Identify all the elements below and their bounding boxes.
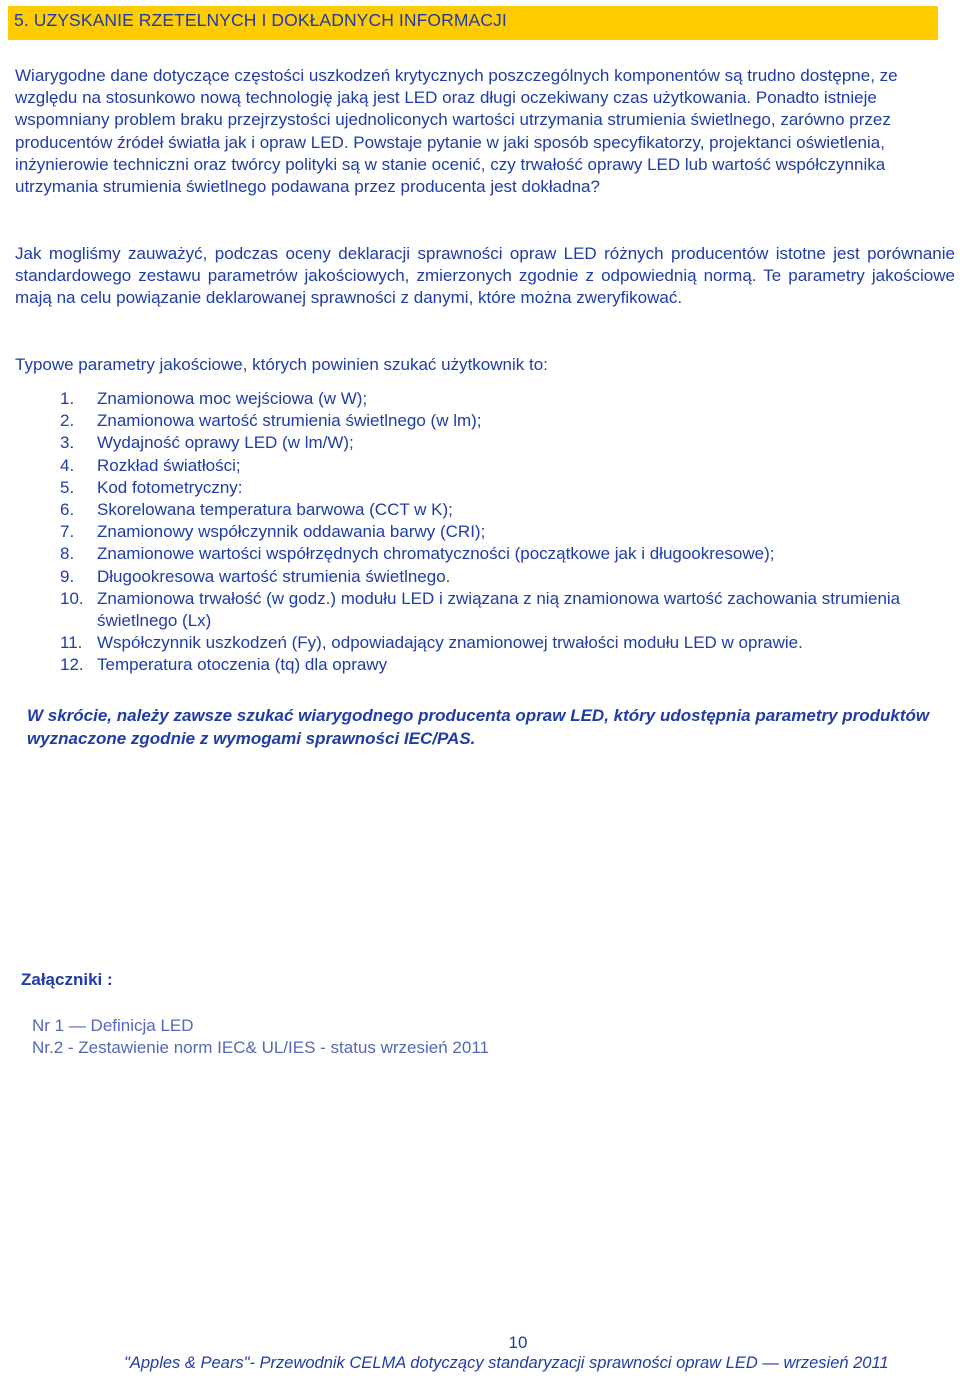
list-item — [60, 499, 940, 521]
attachment-item: Nr.2 - Zestawienie norm IEC& UL/IES - status wrzesień 2011 — [32, 1038, 489, 1058]
list-item-number: 8. — [60, 544, 75, 564]
list-item — [60, 455, 940, 477]
list-item-text: Znamionowy współczynnik oddawania barwy (CRI); — [97, 522, 486, 542]
page-number: 10 — [508, 1333, 528, 1352]
paragraph-comparison: Jak mogliśmy zauważyć, podczas oceny deklaracji sprawności opraw LED różnych producentów istotne jest porównanie standardowego zestawu parametrów jakościowych, zmierzonych zgodnie z odpowiednią normą. Te parametry jakościowe mają na celu powiązanie deklarowanej sprawności z danymi, które można zweryfikować. — [15, 244, 955, 308]
section-title: 5. UZYSKANIE RZETELNYCH I DOKŁADNYCH INFORMACJI — [14, 10, 507, 30]
list-item — [60, 588, 940, 632]
list-item-text: Znamionowe wartości współrzędnych chromatyczności (początkowe jak i długookresowe); — [97, 544, 775, 564]
attachments-heading: Załączniki : — [21, 970, 113, 989]
list-item-text: Skorelowana temperatura barwowa (CCT w K); — [97, 500, 453, 520]
list-item-text: Wydajność oprawy LED (w lm/W); — [97, 433, 354, 453]
list-item-number: 11. — [60, 633, 83, 653]
list-item-number: 2. — [60, 411, 75, 431]
list-item-number: 5. — [60, 477, 75, 497]
list-item — [60, 632, 940, 654]
list-item-number: 7. — [60, 522, 75, 542]
list-item — [60, 432, 940, 454]
list-item-text: Długookresowa wartość strumienia świetlnego. — [97, 566, 451, 586]
list-item-number: 4. — [60, 455, 75, 475]
list-item-text: Znamionowa trwałość (w godz.) modułu LED i związana z nią znamionowa wartość zachowania strumienia świetlnego (Lx) — [97, 588, 901, 631]
list-item-text: Współczynnik uszkodzeń (Fy), odpowiadający znamionowej trwałości modułu LED w oprawie. — [97, 633, 803, 653]
attachment-item: Nr 1 — Definicja LED — [32, 1016, 194, 1035]
list-item — [60, 521, 940, 543]
list-item-text: Znamionowa wartość strumienia świetlnego (w lm); — [97, 411, 482, 431]
page-footer: "Apples & Pears"- Przewodnik CELMA dotyczący standaryzacji sprawności opraw LED — wrzesień 2011 — [124, 1354, 889, 1372]
list-item-number: 3. — [60, 433, 75, 453]
list-item — [60, 388, 940, 410]
list-item-number: 10. — [60, 588, 84, 608]
list-item — [60, 477, 940, 499]
summary-note: W skrócie, należy zawsze szukać wiarygodnego producenta opraw LED, który udostępnia parametry produktów wyznaczone zgodnie z wymogami sprawności IEC/PAS. — [27, 706, 930, 748]
paragraph-list-intro: Typowe parametry jakościowe, których powinien szukać użytkownik to: — [15, 355, 548, 374]
list-item-number: 9. — [60, 566, 75, 586]
list-item-number: 1. — [60, 389, 75, 408]
parameter-list — [60, 388, 940, 677]
list-item — [60, 566, 940, 588]
list-item — [60, 410, 940, 432]
list-item — [60, 654, 940, 676]
list-item-text: Rozkład światłości; — [97, 455, 241, 475]
list-item-number: 12. — [60, 655, 84, 675]
attachments-list — [32, 1015, 489, 1059]
list-item-text: Kod fotometryczny: — [97, 477, 243, 497]
list-item-text: Znamionowa moc wejściowa (w W); — [97, 389, 368, 408]
list-item — [60, 543, 940, 565]
list-item-text: Temperatura otoczenia (tq) dla oprawy — [97, 655, 388, 675]
list-item-number: 6. — [60, 500, 75, 520]
paragraph-reliability: Wiarygodne dane dotyczące częstości uszkodzeń krytycznych poszczególnych komponentów są trudno dostępne, ze względu na stosunkowo nową technologię jaką jest LED oraz długi oczekiwany czas użytkowania. Ponadto istnieje wspomniany problem braku przejrzystości ujednoliconych wartości utrzymania strumienia świetlnego, zarówno przez producentów źródeł światła jak i opraw LED. Powstaje pytanie w jaki sposób specyfikatorzy, projektanci oświetlenia, inżynierowie techniczni oraz twórcy polityki są w stanie ocenić, czy trwałość oprawy LED lub wartość współczynnika utrzymania strumienia świetlnego podawana przez producenta jest dokładna? — [15, 66, 898, 197]
